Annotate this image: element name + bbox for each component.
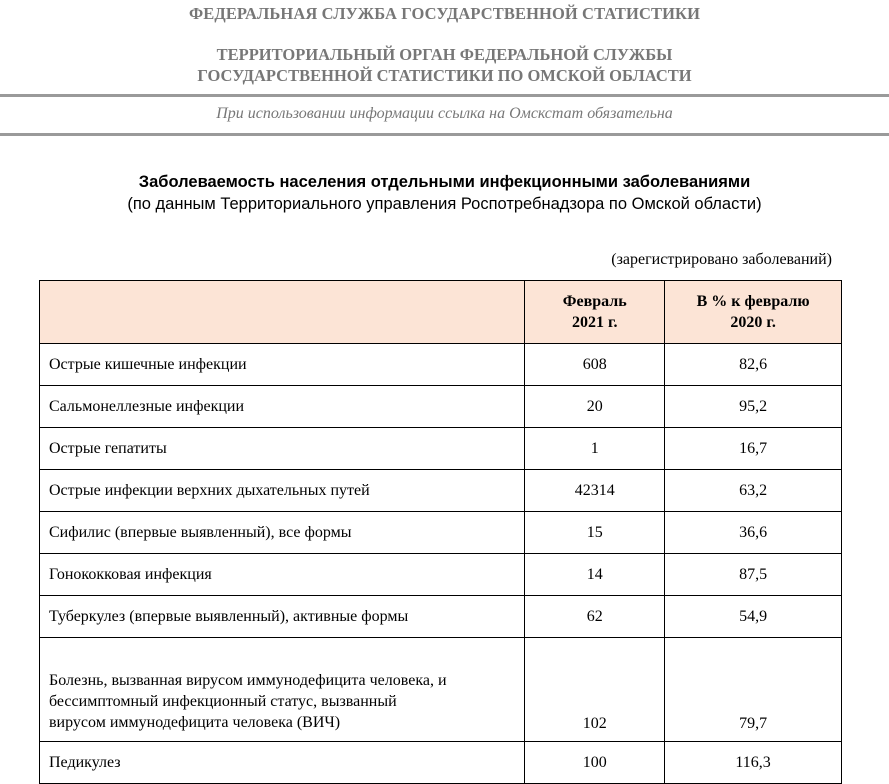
disease-name: Сальмонеллезные инфекции [40,386,525,428]
disease-name: Педикулез [40,742,525,784]
pct-value: 95,2 [665,386,842,428]
pct-value: 82,6 [665,344,842,386]
top-divider [0,94,889,97]
pct-value: 87,5 [665,554,842,596]
feb-2021-value: 15 [525,512,665,554]
pct-value: 116,3 [665,742,842,784]
feb-2021-value: 20 [525,386,665,428]
header-pct-line1: В % к февралю [696,293,810,310]
unit-note: (зарегистрировано заболеваний) [611,251,832,268]
feb-2021-value: 608 [525,344,665,386]
pct-value: 54,9 [665,596,842,638]
pct-value: 79,7 [665,638,842,742]
territorial-body-name [0,44,889,86]
pct-value: 36,6 [665,512,842,554]
disease-name-line2: бессимптомный инфекционный статус, вызванный [49,693,397,710]
table-row [40,596,842,638]
disease-name: Острые кишечные инфекции [40,344,525,386]
incidence-table [39,280,842,784]
disease-name: Острые инфекции верхних дыхательных путей [40,470,525,512]
table-row [40,428,842,470]
table-row [40,742,842,784]
agency-name: ФЕДЕРАЛЬНАЯ СЛУЖБА ГОСУДАРСТВЕННОЙ СТАТИСТИКИ [188,4,701,23]
header-feb-2021-line2: 2021 г. [572,314,618,331]
header-disease [40,281,525,344]
feb-2021-value: 14 [525,554,665,596]
table-header-row [40,281,842,344]
disease-name: Гонококковая инфекция [40,554,525,596]
bottom-divider [0,133,889,136]
feb-2021-value: 102 [525,638,665,742]
header-feb-2021-line1: Февраль [562,293,627,310]
feb-2021-value: 100 [525,742,665,784]
disease-name-line1: Болезнь, вызванная вирусом иммунодефицита человека, и [49,672,447,689]
disease-name-line3: вирусом иммунодефицита человека (ВИЧ) [49,714,341,731]
disease-name: Туберкулез (впервые выявленный), активные формы [40,596,525,638]
feb-2021-value: 62 [525,596,665,638]
report-subtitle: (по данным Территориального управления Роспотребнадзора по Омской области) [127,195,762,213]
citation-note: При использовании информации ссылка на Омскстат обязательна [216,105,673,122]
territorial-body-line2: ГОСУДАРСТВЕННОЙ СТАТИСТИКИ ПО ОМСКОЙ ОБЛАСТИ [197,66,692,85]
table-row [40,386,842,428]
disease-name: Острые гепатиты [40,428,525,470]
feb-2021-value: 42314 [525,470,665,512]
table-row [40,512,842,554]
pct-value: 63,2 [665,470,842,512]
feb-2021-value: 1 [525,428,665,470]
header-pct-feb-2020 [665,281,842,344]
pct-value: 16,7 [665,428,842,470]
header-pct-line2: 2020 г. [730,314,776,331]
header-feb-2021 [525,281,665,344]
table-row [40,344,842,386]
disease-name: Сифилис (впервые выявленный), все формы [40,512,525,554]
table-row [40,470,842,512]
disease-name [40,638,525,742]
territorial-body-line1: ТЕРРИТОРИАЛЬНЫЙ ОРГАН ФЕДЕРАЛЬНОЙ СЛУЖБЫ [216,45,673,64]
table-row [40,638,842,742]
table-row [40,554,842,596]
report-title: Заболеваемость населения отдельными инфекционными заболеваниями [138,173,751,191]
